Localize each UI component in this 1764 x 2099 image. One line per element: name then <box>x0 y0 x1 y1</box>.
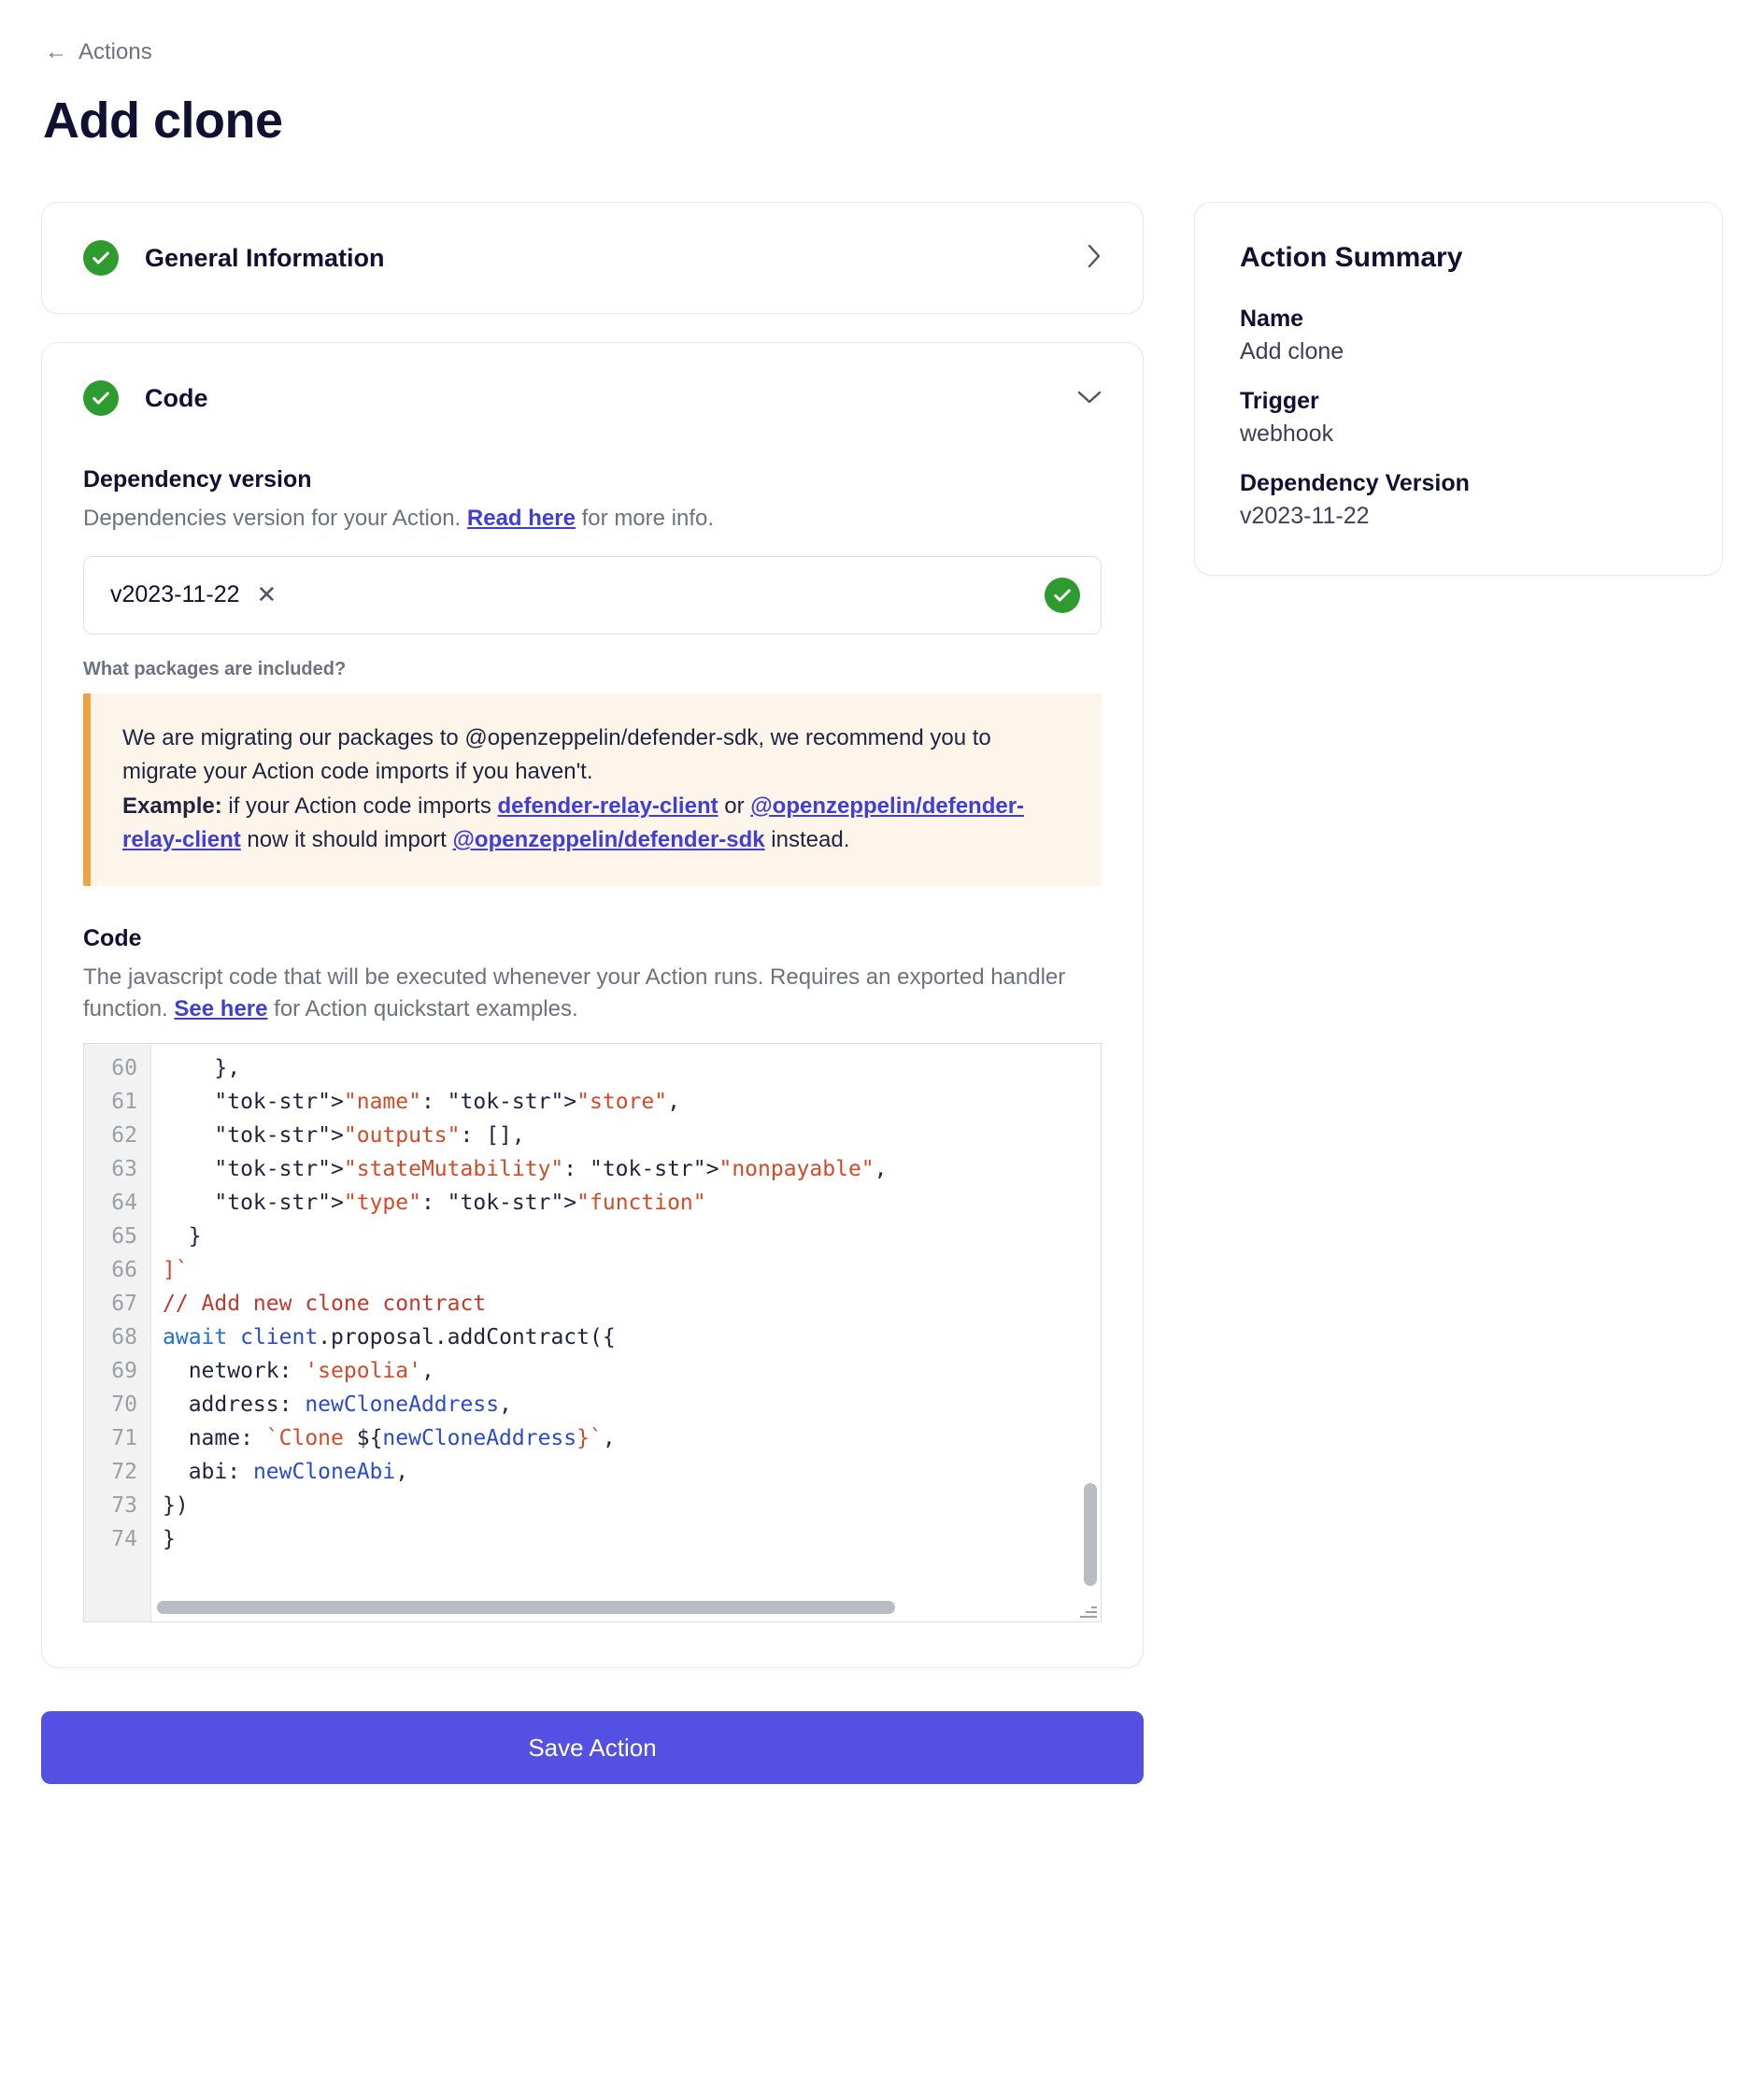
code-section-header[interactable] <box>42 343 1143 453</box>
code-field-description <box>83 962 1102 1027</box>
dependency-version-token <box>110 580 277 609</box>
dependency-version-label: Dependency version <box>83 466 312 493</box>
code-card <box>41 342 1144 1668</box>
back-to-actions-link[interactable] <box>45 39 152 65</box>
dependency-desc-before: Dependencies version for your Action. <box>83 506 467 531</box>
close-icon[interactable]: ✕ <box>256 580 277 609</box>
main-column <box>41 202 1144 1784</box>
general-information-header[interactable] <box>42 203 1143 313</box>
editor-horizontal-scrollbar[interactable] <box>157 1601 895 1614</box>
check-circle-icon <box>83 240 119 276</box>
code-editor[interactable] <box>83 1043 1102 1622</box>
code-section-body <box>42 466 1143 1667</box>
summary-key-trigger: Trigger <box>1240 388 1319 414</box>
openzeppelin-defender-sdk-link[interactable]: @openzeppelin/defender-sdk <box>452 827 765 853</box>
dependency-version-select[interactable] <box>83 556 1102 635</box>
callout-end: instead. <box>764 827 850 853</box>
callout-mid3: now it should import <box>240 827 453 853</box>
arrow-left-icon: ← <box>45 39 67 64</box>
editor-vertical-scrollbar[interactable] <box>1084 1483 1097 1586</box>
callout-mid2: or <box>718 792 751 819</box>
general-information-card <box>41 202 1144 314</box>
chevron-right-icon[interactable] <box>1087 244 1102 273</box>
defender-relay-client-link[interactable]: defender-relay-client <box>497 792 718 819</box>
side-column <box>1194 202 1723 576</box>
callout-mid1: if your Action code imports <box>221 792 498 819</box>
action-summary-card <box>1194 202 1723 576</box>
check-circle-icon <box>83 380 119 416</box>
general-information-title: General Information <box>145 243 385 272</box>
summary-value-dependency-version: v2023-11-22 <box>1240 503 1370 529</box>
summary-key-name: Name <box>1240 306 1304 332</box>
code-section-title: Code <box>145 383 208 412</box>
callout-line1: We are migrating our packages to @openzeppelin/defender-sdk, we recommend you to migrate your Action code imports if you haven't. <box>122 724 991 785</box>
summary-value-name: Add clone <box>1240 338 1344 364</box>
back-link-label: Actions <box>78 39 152 64</box>
code-editor-inner <box>84 1044 1101 1621</box>
code-field-label: Code <box>83 924 142 951</box>
save-action-button[interactable]: Save Action <box>41 1711 1144 1784</box>
content-area <box>41 202 1723 1784</box>
chevron-down-icon[interactable] <box>1077 387 1102 409</box>
check-circle-icon <box>1045 578 1080 613</box>
code-desc-after: for Action quickstart examples. <box>267 996 578 1022</box>
page-title: Add clone <box>43 93 283 149</box>
packages-included-label: What packages are included? <box>83 658 347 679</box>
see-here-link[interactable]: See here <box>174 996 268 1022</box>
migration-callout <box>83 693 1102 886</box>
openzeppelin-defender-relay-client-link[interactable]: @openzeppelin/defender-relay-client <box>122 792 1025 853</box>
code-text-area[interactable]: }, "tok-str">"name": "tok-str">"store", "tok-str">"outputs": [], "tok-str">"stateMutability": "tok-str">"nonpayable", "tok-str">"type": "tok-str">"function" } ]` // Add new clone contract await client.proposal.addContract({ network: 'sepolia', address: newCloneAddress, name: `Clone ${newCloneAddress}`, abi: newCloneAbi, }) } <box>163 1056 888 1552</box>
read-here-link[interactable]: Read here <box>466 506 576 531</box>
dependency-version-value: v2023-11-22 <box>110 581 240 608</box>
callout-example-label: Example: <box>122 792 222 819</box>
dependency-version-description <box>83 503 1102 535</box>
summary-value-trigger: webhook <box>1240 421 1334 447</box>
action-summary-title: Action Summary <box>1240 242 1463 273</box>
editor-resize-handle[interactable] <box>1078 1599 1099 1620</box>
summary-key-dependency-version: Dependency Version <box>1240 470 1470 496</box>
line-number-gutter: 60 61 62 63 64 65 66 67 68 69 70 71 72 73 74 <box>84 1044 151 1621</box>
code-desc-before: The javascript code that will be executed whenever your Action runs. Requires an exported handler function. <box>83 964 1066 1022</box>
dependency-desc-after: for more info. <box>575 506 715 531</box>
